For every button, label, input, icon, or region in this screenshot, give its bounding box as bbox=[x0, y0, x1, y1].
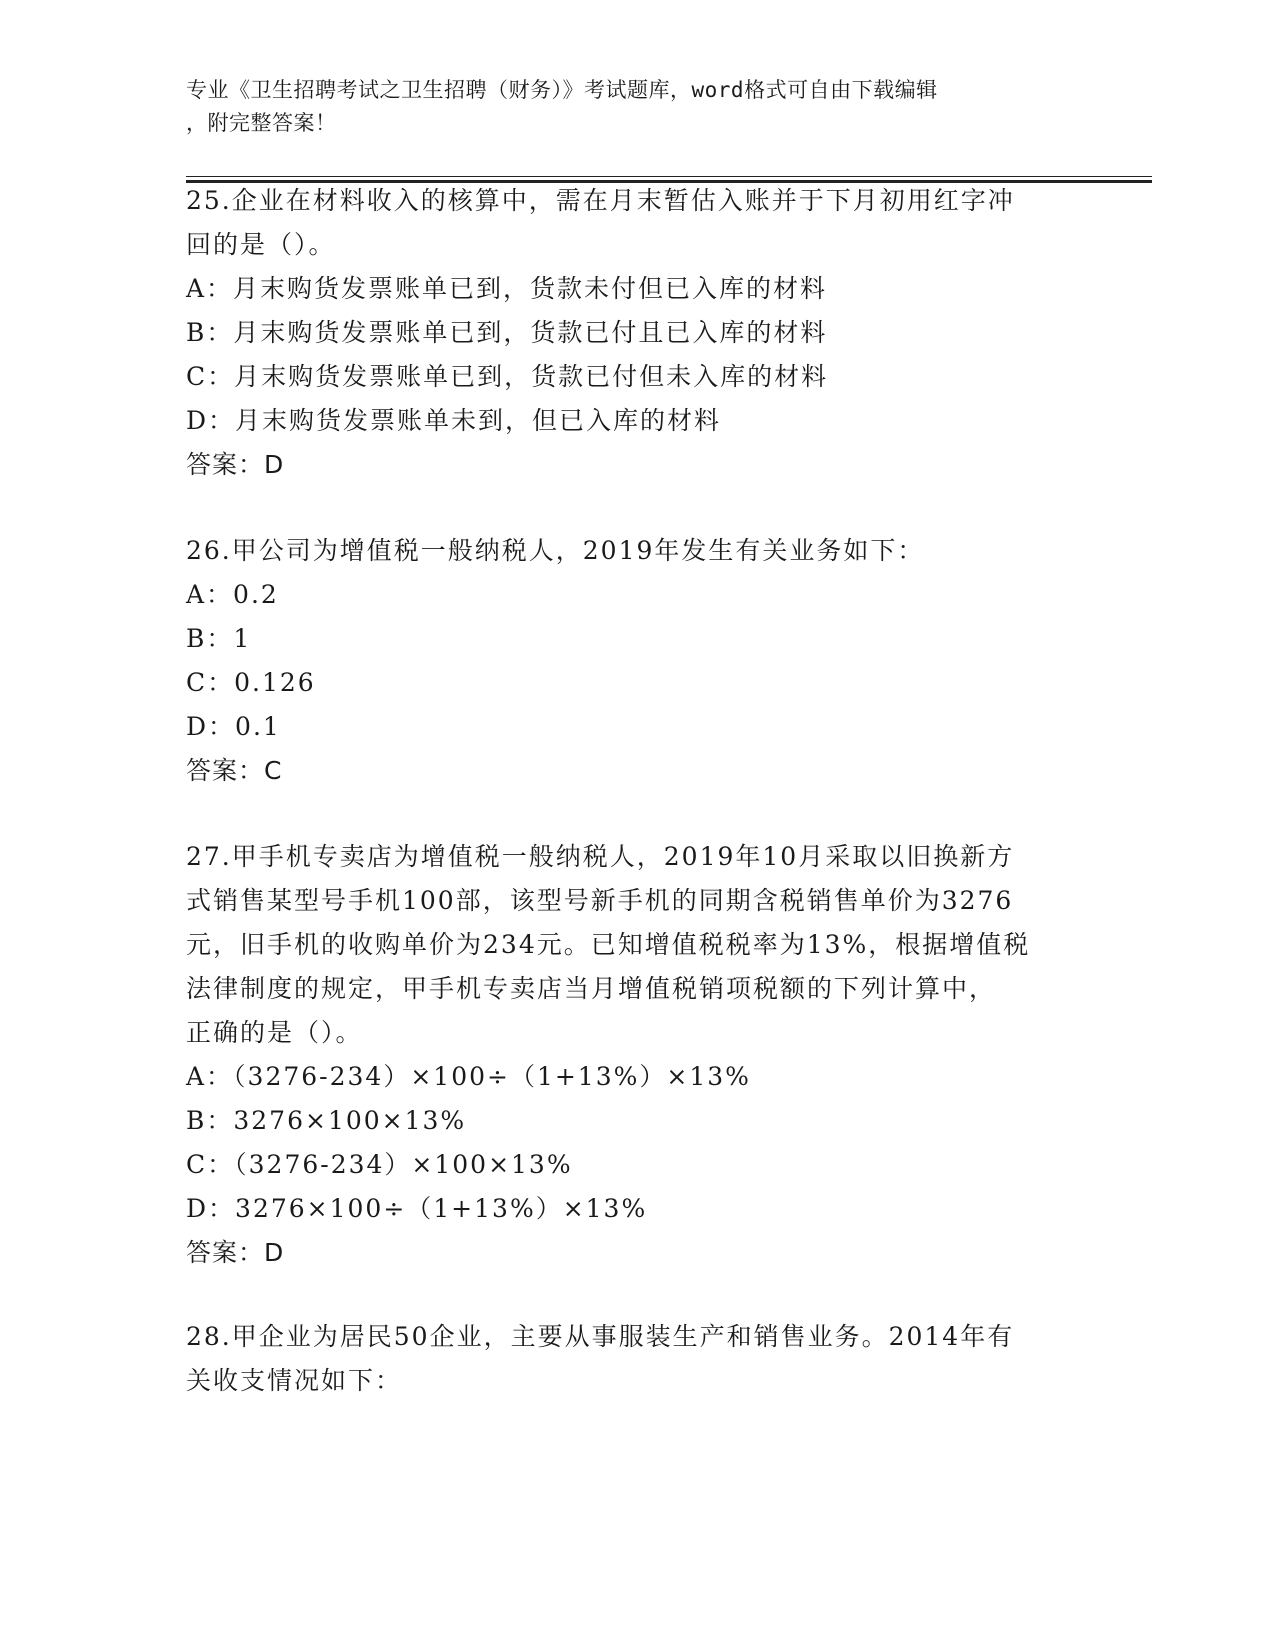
answer-label: 答案：C bbox=[186, 756, 283, 785]
question-stem-line: 元，旧手机的收购单价为234元。已知增值税税率为13%，根据增值税 bbox=[186, 930, 1031, 959]
answer-label: 答案：D bbox=[186, 450, 285, 479]
header-divider-thin bbox=[186, 176, 1152, 177]
question-stem-line: 27.甲手机专卖店为增值税一般纳税人，2019年10月采取以旧换新方 bbox=[186, 842, 1015, 871]
option-c: C：0.126 bbox=[186, 668, 316, 697]
question-stem-line: 回的是（）。 bbox=[186, 230, 336, 259]
question-stem-line: 28.甲企业为居民50企业，主要从事服装生产和销售业务。2014年有 bbox=[186, 1322, 1015, 1351]
option-b: B：3276×100×13% bbox=[186, 1106, 467, 1135]
option-c: C：（3276-234）×100×13% bbox=[186, 1150, 573, 1179]
option-c: C：月末购货发票账单已到，货款已付但未入库的材料 bbox=[186, 362, 829, 391]
option-a: A：月末购货发票账单已到，货款未付但已入库的材料 bbox=[186, 274, 828, 303]
question-stem-line: 正确的是（）。 bbox=[186, 1018, 363, 1047]
option-d: D：0.1 bbox=[186, 712, 281, 741]
question-stem-line: 25.企业在材料收入的核算中，需在月末暂估入账并于下月初用红字冲 bbox=[186, 186, 1015, 215]
option-b: B：1 bbox=[186, 624, 252, 653]
header-line-2: ，附完整答案！ bbox=[186, 111, 337, 135]
option-d: D：3276×100÷（1+13%）×13% bbox=[186, 1194, 648, 1223]
question-stem-line: 法律制度的规定，甲手机专卖店当月增值税销项税额的下列计算中， bbox=[186, 974, 997, 1003]
header-line-1: 专业《卫生招聘考试之卫生招聘（财务）》考试题库，word格式可自由下载编辑 bbox=[186, 78, 938, 102]
question-stem-line: 关收支情况如下： bbox=[186, 1366, 403, 1395]
option-d: D：月末购货发票账单未到，但已入库的材料 bbox=[186, 406, 722, 435]
question-stem-line: 式销售某型号手机100部，该型号新手机的同期含税销售单价为3276 bbox=[186, 886, 1014, 915]
option-b: B：月末购货发票账单已到，货款已付且已入库的材料 bbox=[186, 318, 828, 347]
document-header bbox=[186, 74, 1066, 140]
option-a: A：（3276-234）×100÷（1+13%）×13% bbox=[186, 1062, 751, 1091]
header-divider-thick bbox=[186, 180, 1152, 183]
option-a: A：0.2 bbox=[186, 580, 279, 609]
question-stem-line: 26.甲公司为增值税一般纳税人，2019年发生有关业务如下： bbox=[186, 536, 925, 565]
answer-label: 答案：D bbox=[186, 1238, 285, 1267]
